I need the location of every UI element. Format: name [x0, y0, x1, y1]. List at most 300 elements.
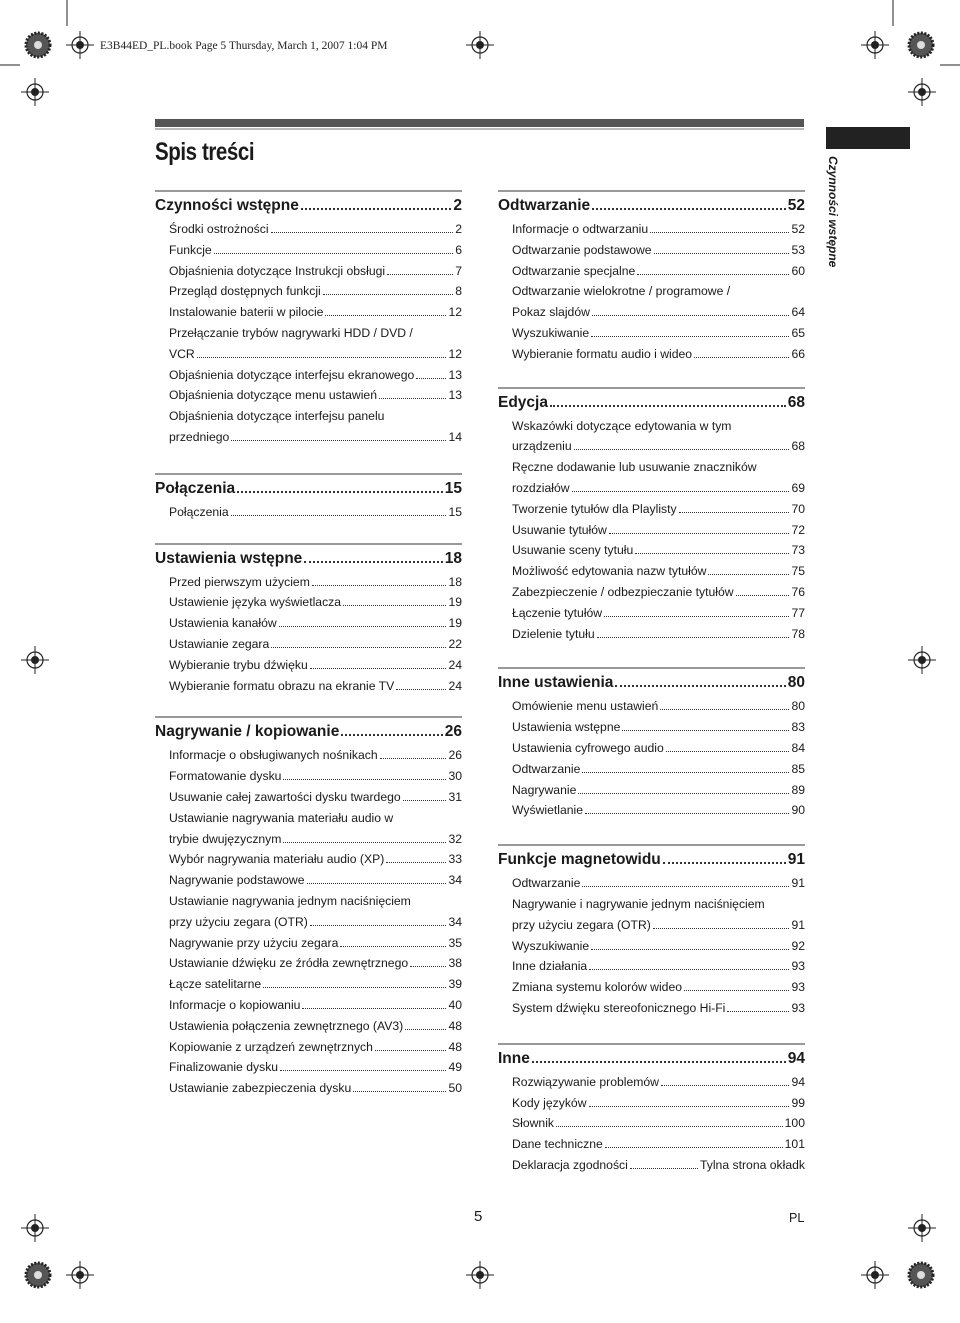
- toc-section-heading[interactable]: [498, 674, 805, 695]
- toc-section-heading[interactable]: [498, 851, 805, 872]
- entry-page-number: 2: [455, 222, 462, 236]
- entry-title: Wybieranie formatu obrazu na ekranie TV: [169, 678, 395, 693]
- entry-page-number: 7: [455, 263, 462, 278]
- entry-title: Dane techniczne: [512, 1137, 603, 1152]
- dot-leader: [304, 561, 442, 563]
- dot-leader: [635, 553, 789, 554]
- entry-page-number: 80: [791, 699, 805, 714]
- entry-page-number: 94: [791, 1074, 805, 1089]
- dot-leader: [307, 883, 447, 884]
- toc-section-heading[interactable]: [498, 394, 805, 415]
- section-title: Inne: [498, 1049, 530, 1067]
- entry-page-number: 31: [448, 789, 462, 804]
- dot-leader: [405, 1029, 446, 1030]
- entry-title: Odtwarzanie: [512, 761, 581, 776]
- entry-page-number: 70: [791, 501, 805, 516]
- dot-leader: [396, 689, 446, 690]
- dot-leader: [550, 405, 786, 407]
- entry-title: Możliwość edytowania nazw tytułów: [512, 564, 707, 579]
- toc-entry[interactable]: [169, 406, 462, 448]
- file-info-line: E3B44ED_PL.book Page 5 Thursday, March 1, 2007 1:04 PM: [100, 40, 388, 52]
- dot-leader: [353, 1091, 446, 1092]
- dot-leader: [661, 1085, 789, 1086]
- section-tab: [826, 127, 910, 149]
- page-number: 5: [474, 1208, 483, 1225]
- entry-page-number: 39: [448, 977, 462, 992]
- entry-page-number: 22: [448, 636, 462, 651]
- entry-second-line: [169, 912, 462, 933]
- dot-leader: [403, 800, 447, 801]
- entry-page-number: 84: [791, 740, 805, 755]
- dot-leader: [660, 709, 789, 710]
- entry-page-number: 69: [791, 480, 805, 495]
- section-divider: [498, 190, 805, 192]
- toc-entry[interactable]: [169, 323, 462, 365]
- toc-entry[interactable]: [512, 873, 805, 894]
- entry-page-number: 89: [791, 782, 805, 797]
- entry-title: Ustawienia połączenia zewnętrznego (AV3): [169, 1018, 404, 1033]
- toc-section: [155, 543, 462, 697]
- toc-entry[interactable]: [169, 933, 462, 954]
- entry-title: Nagrywanie: [512, 782, 577, 797]
- section-page-number: 52: [787, 197, 805, 214]
- dot-leader: [653, 928, 790, 929]
- dot-leader: [578, 793, 789, 794]
- dot-leader: [283, 779, 446, 780]
- entry-page-number: 100: [784, 1116, 805, 1131]
- entry-title: Słownik: [512, 1116, 554, 1131]
- dot-leader: [637, 274, 789, 275]
- entry-title: Rozwiązywanie problemów: [512, 1074, 659, 1089]
- toc-entry[interactable]: [169, 891, 462, 933]
- section-page-number: 68: [787, 393, 805, 411]
- dot-leader: [271, 232, 454, 233]
- entry-page-number: 33: [448, 852, 462, 867]
- toc-entry[interactable]: [169, 240, 462, 261]
- toc-right-column: [498, 190, 805, 1176]
- entry-title: Usuwanie całej zawartości dysku twardego: [169, 789, 401, 804]
- dot-leader: [736, 595, 790, 596]
- toc-entry[interactable]: [169, 1078, 462, 1099]
- entry-page-number: 52: [791, 222, 805, 236]
- toc-entry[interactable]: [169, 849, 462, 870]
- toc-entry[interactable]: [512, 977, 805, 998]
- entry-title: Objaśnienia dotyczące Instrukcji obsługi: [169, 263, 386, 278]
- entry-page-number: 66: [791, 346, 805, 361]
- entry-page-number: 13: [448, 388, 462, 403]
- entry-page-number: 40: [448, 997, 462, 1012]
- entry-title: System dźwięku stereofonicznego Hi-Fi: [512, 1000, 726, 1015]
- toc-entry[interactable]: [169, 953, 462, 974]
- entry-title: Deklaracja zgodności: [512, 1157, 628, 1172]
- entry-title: Wybór nagrywania materiału audio (XP): [169, 852, 385, 867]
- entry-title: Ustawienia cyfrowego audio: [512, 740, 664, 755]
- toc-entry[interactable]: [512, 624, 805, 645]
- entry-title: Łączenie tytułów: [512, 605, 603, 620]
- entry-page-number: 14: [448, 429, 462, 444]
- entry-page-number: 6: [455, 242, 462, 257]
- entry-page-number: 92: [791, 938, 805, 953]
- toc-entry[interactable]: [169, 974, 462, 995]
- toc-section: [498, 190, 805, 365]
- entry-title: Kody języków: [512, 1095, 587, 1110]
- section-divider: [155, 190, 462, 192]
- dot-leader: [609, 533, 790, 534]
- toc-entry[interactable]: [169, 302, 462, 323]
- toc-entry[interactable]: [169, 219, 462, 240]
- entry-title: Ustawienie języka wyświetlacza: [169, 595, 342, 610]
- entry-title: Środki ostrożności: [169, 222, 269, 236]
- section-page-number: 94: [787, 1049, 805, 1067]
- section-page-number: 15: [444, 479, 462, 497]
- toc-entry[interactable]: [512, 759, 805, 780]
- entry-title-line: przy użyciu zegara (OTR): [512, 917, 651, 932]
- toc-entry[interactable]: [169, 1016, 462, 1037]
- toc-entries: [498, 219, 805, 365]
- entry-title: Nagrywanie podstawowe: [169, 873, 305, 888]
- toc-entries: [498, 416, 805, 645]
- dot-leader: [727, 1011, 789, 1012]
- entry-title: Finalizowanie dysku: [169, 1060, 279, 1075]
- toc-section: [498, 387, 805, 645]
- toc-entries: [155, 219, 462, 448]
- entry-title: Tworzenie tytułów dla Playlisty: [512, 501, 677, 516]
- entry-title: Informacje o kopiowaniu: [169, 997, 301, 1012]
- dot-leader: [237, 491, 443, 493]
- toc-entry[interactable]: [169, 502, 462, 523]
- entry-page-number: 64: [791, 305, 805, 320]
- toc-entry[interactable]: [512, 800, 805, 821]
- section-page-number: 18: [444, 549, 462, 567]
- entry-title-line: rozdziałów: [512, 480, 570, 495]
- entry-title: Usuwanie sceny tytułu: [512, 543, 634, 558]
- toc-entry[interactable]: [169, 365, 462, 386]
- toc-entry[interactable]: [512, 998, 805, 1019]
- entry-title: Funkcje: [169, 242, 212, 257]
- entry-second-line: [512, 915, 805, 936]
- dot-leader: [197, 357, 447, 358]
- entry-title: Odtwarzanie: [512, 876, 581, 891]
- toc-section-heading[interactable]: [155, 197, 462, 218]
- dot-leader: [679, 512, 790, 513]
- entry-title: Ustawienia kanałów: [169, 616, 277, 631]
- entry-title-line: Ustawianie nagrywania materiału audio w: [169, 810, 394, 825]
- entry-title: Objaśnienia dotyczące menu ustawień: [169, 388, 377, 403]
- entry-page-number: 78: [791, 626, 805, 641]
- toc-entry[interactable]: [169, 1037, 462, 1058]
- dot-leader: [231, 515, 447, 516]
- entry-title: Ustawianie zegara: [169, 636, 270, 651]
- toc-entry[interactable]: [512, 717, 805, 738]
- title-bar-subrule: [155, 128, 804, 130]
- dot-leader: [302, 1008, 446, 1009]
- toc-section-heading[interactable]: [155, 550, 462, 571]
- dot-leader: [592, 315, 790, 316]
- section-divider: [498, 844, 805, 846]
- dot-leader: [310, 668, 447, 669]
- section-title: Czynności wstępne: [155, 197, 299, 214]
- entry-title-line: trybie dwujęzycznym: [169, 831, 282, 846]
- entry-page-number: 34: [448, 873, 462, 888]
- toc-section: [498, 844, 805, 1019]
- section-divider: [498, 667, 805, 669]
- dot-leader: [375, 1050, 447, 1051]
- toc-entry[interactable]: [512, 780, 805, 801]
- section-divider: [155, 716, 462, 718]
- toc-entry[interactable]: [512, 520, 805, 541]
- entry-page-number: 65: [791, 325, 805, 340]
- entry-title-line: Nagrywanie i nagrywanie jednym naciśnięciem: [512, 896, 765, 911]
- entry-page-number: 48: [448, 1018, 462, 1033]
- toc-entry[interactable]: [512, 240, 805, 261]
- toc-section: [155, 716, 462, 1099]
- dot-leader: [379, 398, 446, 399]
- entry-page-number: 73: [791, 543, 805, 558]
- entry-page-number: 13: [448, 367, 462, 382]
- toc-entry[interactable]: [512, 540, 805, 561]
- toc-entries: [498, 1072, 805, 1176]
- section-page-number: 2: [453, 197, 462, 214]
- entry-title: Zabezpieczenie / odbezpieczanie tytułów: [512, 584, 734, 599]
- side-section-text: Czynności wstępne: [826, 156, 840, 268]
- entry-page-number: 76: [791, 584, 805, 599]
- toc-entry[interactable]: [512, 457, 805, 499]
- entry-title: Dzielenie tytułu: [512, 626, 595, 641]
- toc-entry[interactable]: [169, 613, 462, 634]
- entry-title: Zmiana systemu kolorów wideo: [512, 980, 683, 995]
- toc-entry[interactable]: [512, 582, 805, 603]
- section-page-number: 91: [787, 851, 805, 869]
- entry-page-number: 15: [448, 504, 462, 519]
- toc-entry[interactable]: [169, 745, 462, 766]
- section-page-number: 26: [444, 723, 462, 741]
- entry-title: Instalowanie baterii w pilocie: [169, 305, 324, 320]
- section-title: Nagrywanie / kopiowanie: [155, 723, 340, 741]
- entry-title: Odtwarzanie podstawowe: [512, 242, 652, 257]
- entry-page-number: 93: [791, 980, 805, 995]
- toc-entry[interactable]: [169, 572, 462, 593]
- dot-leader: [592, 208, 786, 210]
- dot-leader: [271, 647, 446, 648]
- entry-title: Nagrywanie przy użyciu zegara: [169, 935, 339, 950]
- toc-entry[interactable]: [169, 808, 462, 850]
- entry-page-number: 12: [448, 305, 462, 320]
- entry-title-line: urządzeniu: [512, 439, 572, 454]
- dot-leader: [591, 949, 789, 950]
- entry-page-number: 99: [791, 1095, 805, 1110]
- toc-entry[interactable]: [169, 592, 462, 613]
- toc-entry[interactable]: [512, 936, 805, 957]
- entry-title-line: przedniego: [169, 429, 230, 444]
- entry-title-line: przy użyciu zegara (OTR): [169, 914, 308, 929]
- entry-page-number: Tylna strona okładk: [699, 1157, 805, 1172]
- toc-entry[interactable]: [512, 219, 805, 240]
- dot-leader: [312, 585, 447, 586]
- dot-leader: [604, 616, 789, 617]
- entry-title: Informacje o obsługiwanych nośnikach: [169, 748, 378, 763]
- entry-page-number: 49: [448, 1060, 462, 1075]
- entry-title: Wyszukiwanie: [512, 325, 590, 340]
- toc-entry[interactable]: [169, 787, 462, 808]
- toc-entry[interactable]: [512, 738, 805, 759]
- entry-page-number: 34: [448, 914, 462, 929]
- entry-page-number: 19: [448, 616, 462, 631]
- dot-leader: [325, 315, 446, 316]
- entry-title-line: Przełączanie trybów nagrywarki HDD / DVD /: [169, 325, 413, 340]
- dot-leader: [310, 925, 447, 926]
- toc-entry[interactable]: [512, 696, 805, 717]
- entry-second-line: [169, 344, 462, 365]
- dot-leader: [323, 294, 453, 295]
- dot-leader: [380, 758, 447, 759]
- entry-title: Połączenia: [169, 504, 229, 519]
- dot-leader: [663, 862, 786, 864]
- dot-leader: [387, 274, 453, 275]
- dot-leader: [340, 946, 446, 947]
- dot-leader: [597, 637, 790, 638]
- toc-entry[interactable]: [169, 870, 462, 891]
- side-section-label: [826, 156, 846, 316]
- entry-second-line: [512, 478, 805, 499]
- dot-leader: [574, 449, 790, 450]
- entry-page-number: 30: [448, 769, 462, 784]
- section-divider: [498, 387, 805, 389]
- toc-entry[interactable]: [512, 281, 805, 323]
- entry-title-line: Ustawianie nagrywania jednym naciśnięciem: [169, 893, 411, 908]
- entry-title: Wybieranie formatu audio i wideo: [512, 346, 693, 361]
- entry-page-number: 90: [791, 803, 805, 818]
- entry-page-number: 48: [448, 1039, 462, 1054]
- entry-title-line: Pokaz slajdów: [512, 305, 590, 320]
- toc-entry[interactable]: [512, 603, 805, 624]
- entry-title: Przed pierwszym użyciem: [169, 574, 310, 589]
- dot-leader: [582, 772, 789, 773]
- entry-title: Łącze satelitarne: [169, 977, 262, 992]
- toc-entry[interactable]: [512, 323, 805, 344]
- entry-title: Usuwanie tytułów: [512, 522, 607, 537]
- section-title: Odtwarzanie: [498, 197, 591, 214]
- toc-entry[interactable]: [169, 261, 462, 282]
- dot-leader: [666, 751, 790, 752]
- entry-page-number: 53: [791, 242, 805, 257]
- dot-leader: [416, 378, 446, 379]
- toc-entry[interactable]: [169, 1057, 462, 1078]
- entry-title: Kopiowanie z urządzeń zewnętrznych: [169, 1039, 373, 1054]
- toc-section-heading[interactable]: [155, 480, 462, 501]
- page-title: Spis treści: [155, 138, 255, 166]
- toc-entry[interactable]: [169, 634, 462, 655]
- dot-leader: [585, 813, 789, 814]
- toc-entry[interactable]: [512, 956, 805, 977]
- dot-leader: [591, 336, 789, 337]
- toc-section: [498, 667, 805, 821]
- section-title: Edycja: [498, 393, 548, 411]
- entry-page-number: 26: [448, 748, 462, 763]
- dot-leader: [386, 862, 446, 863]
- toc-entry[interactable]: [512, 1134, 805, 1155]
- entry-page-number: 32: [448, 831, 462, 846]
- section-divider: [498, 1043, 805, 1045]
- entry-title-line: Ręczne dodawanie lub usuwanie znaczników: [512, 460, 757, 475]
- toc-entry[interactable]: [512, 344, 805, 365]
- section-divider: [155, 543, 462, 545]
- toc-section-heading[interactable]: [155, 723, 462, 744]
- toc-section-heading[interactable]: [498, 1050, 805, 1071]
- dot-leader: [341, 734, 442, 736]
- toc-entry[interactable]: [169, 281, 462, 302]
- dot-leader: [279, 626, 447, 627]
- toc-entry[interactable]: [512, 1113, 805, 1134]
- toc-section-heading[interactable]: [498, 197, 805, 218]
- entry-page-number: 93: [791, 1000, 805, 1015]
- toc-entries: [155, 745, 462, 1099]
- dot-leader: [214, 253, 454, 254]
- entry-page-number: 85: [791, 761, 805, 776]
- dot-leader: [630, 1168, 698, 1169]
- entry-title: Omówienie menu ustawień: [512, 699, 659, 714]
- entry-second-line: [512, 302, 805, 323]
- entry-page-number: 50: [448, 1081, 462, 1096]
- toc-entry[interactable]: [512, 894, 805, 936]
- toc-entry[interactable]: [169, 995, 462, 1016]
- dot-leader: [582, 886, 789, 887]
- dot-leader: [572, 491, 790, 492]
- toc-entry[interactable]: [512, 1093, 805, 1114]
- title-bar-rule: [155, 119, 804, 127]
- dot-leader: [280, 1070, 446, 1071]
- dot-leader: [615, 685, 785, 687]
- entry-title-line: Objaśnienia dotyczące interfejsu panelu: [169, 409, 385, 424]
- entry-page-number: 38: [448, 956, 462, 971]
- toc-entry[interactable]: [169, 676, 462, 697]
- entry-title: Odtwarzanie specjalne: [512, 263, 636, 278]
- dot-leader: [589, 969, 789, 970]
- entry-title: Ustawianie dźwięku ze źródła zewnętrznego: [169, 956, 409, 971]
- entry-page-number: 93: [791, 959, 805, 974]
- toc-entry[interactable]: [169, 655, 462, 676]
- toc-entries: [498, 873, 805, 1019]
- entry-page-number: 24: [448, 657, 462, 672]
- entry-page-number: 8: [455, 284, 462, 299]
- dot-leader: [684, 990, 789, 991]
- dot-leader: [622, 730, 789, 731]
- entry-title-line: Wskazówki dotyczące edytowania w tym: [512, 418, 732, 433]
- toc-left-column: [155, 190, 462, 1099]
- entry-page-number: 91: [791, 876, 805, 891]
- toc-entry[interactable]: [512, 416, 805, 458]
- entry-page-number: 91: [791, 917, 805, 932]
- toc-entry[interactable]: [512, 1072, 805, 1093]
- toc-entry[interactable]: [169, 385, 462, 406]
- toc-entry[interactable]: [512, 561, 805, 582]
- toc-entry[interactable]: [512, 1155, 805, 1176]
- entry-title: Wyszukiwanie: [512, 938, 590, 953]
- entry-title-line: Odtwarzanie wielokrotne / programowe /: [512, 284, 731, 299]
- dot-leader: [708, 574, 789, 575]
- toc-section: [155, 190, 462, 448]
- toc-entries: [155, 502, 462, 523]
- entry-title: Przegląd dostępnych funkcji: [169, 284, 321, 299]
- toc-entry[interactable]: [169, 766, 462, 787]
- entry-title: Ustawienia wstępne: [512, 720, 621, 735]
- entry-title: Formatowanie dysku: [169, 769, 282, 784]
- dot-leader: [654, 253, 790, 254]
- toc-entry[interactable]: [512, 261, 805, 282]
- entry-title-line: VCR: [169, 346, 195, 361]
- toc-entry[interactable]: [512, 499, 805, 520]
- entry-page-number: 75: [791, 564, 805, 579]
- entry-title: Objaśnienia dotyczące interfejsu ekranowego: [169, 367, 415, 382]
